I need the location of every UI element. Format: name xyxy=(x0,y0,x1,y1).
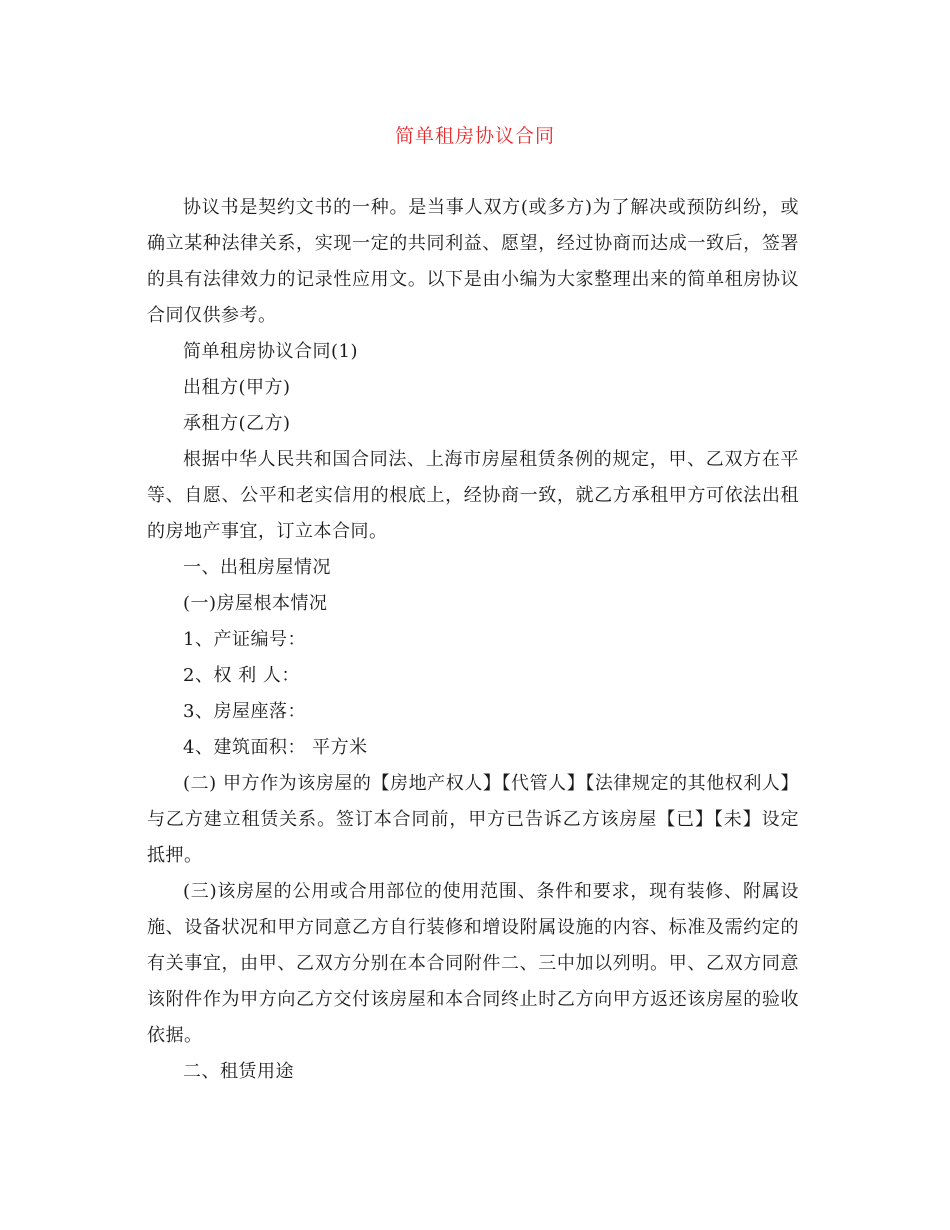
section-heading-1: 一、出租房屋情况 xyxy=(183,557,331,578)
field-certificate-number: 1、产证编号： xyxy=(183,629,306,650)
clause-3-paragraph: (三)该房屋的公用或合用部位的使用范围、条件和要求，现有装修、附属设施、设备状况和甲方同意乙方自行装修和增设附属设施的内容、标准及需约定的有关事宜，由甲、乙双方分别在本合同附件二、三中加以列明。甲、乙双方同意该附件作为甲方向乙方交付该房屋和本合同终止时乙方向甲方返还该房屋的验收依据。 xyxy=(147,881,799,1046)
clause-2-paragraph: (二) 甲方作为该房屋的【房地产权人】【代管人】【法律规定的其他权利人】与乙方建立租赁关系。签订本合同前，甲方已告诉乙方该房屋【已】【未】设定抵押。 xyxy=(147,773,799,866)
field-floor-area: 4、建筑面积： 平方米 xyxy=(183,737,368,758)
lessor-line: 出租方(甲方) xyxy=(183,377,291,398)
basis-paragraph: 根据中华人民共和国合同法、上海市房屋租赁条例的规定，甲、乙双方在平等、自愿、公平和老实信用的根底上，经协商一致，就乙方承租甲方可依法出租的房地产事宜，订立本合同。 xyxy=(147,449,799,542)
contract-heading: 简单租房协议合同(1) xyxy=(183,341,358,362)
lessee-line: 承租方(乙方) xyxy=(183,413,291,434)
field-right-holder: 2、权 利 人： xyxy=(183,665,300,686)
section-heading-2: 二、租赁用途 xyxy=(183,1061,294,1082)
field-location: 3、房屋座落： xyxy=(183,701,306,722)
document-title: 简单租房协议合同 xyxy=(394,125,555,147)
intro-paragraph: 协议书是契约文书的一种。是当事人双方(或多方)为了解决或预防纠纷，或确立某种法律关系，实现一定的共同利益、愿望，经过协商而达成一致后，签署的具有法律效力的记录性应用文。以下是由小编为大家整理出来的简单租房协议合同仅供参考。 xyxy=(147,197,799,326)
document-body xyxy=(147,190,799,1090)
subsection-heading-1: (一)房屋根本情况 xyxy=(183,593,328,614)
